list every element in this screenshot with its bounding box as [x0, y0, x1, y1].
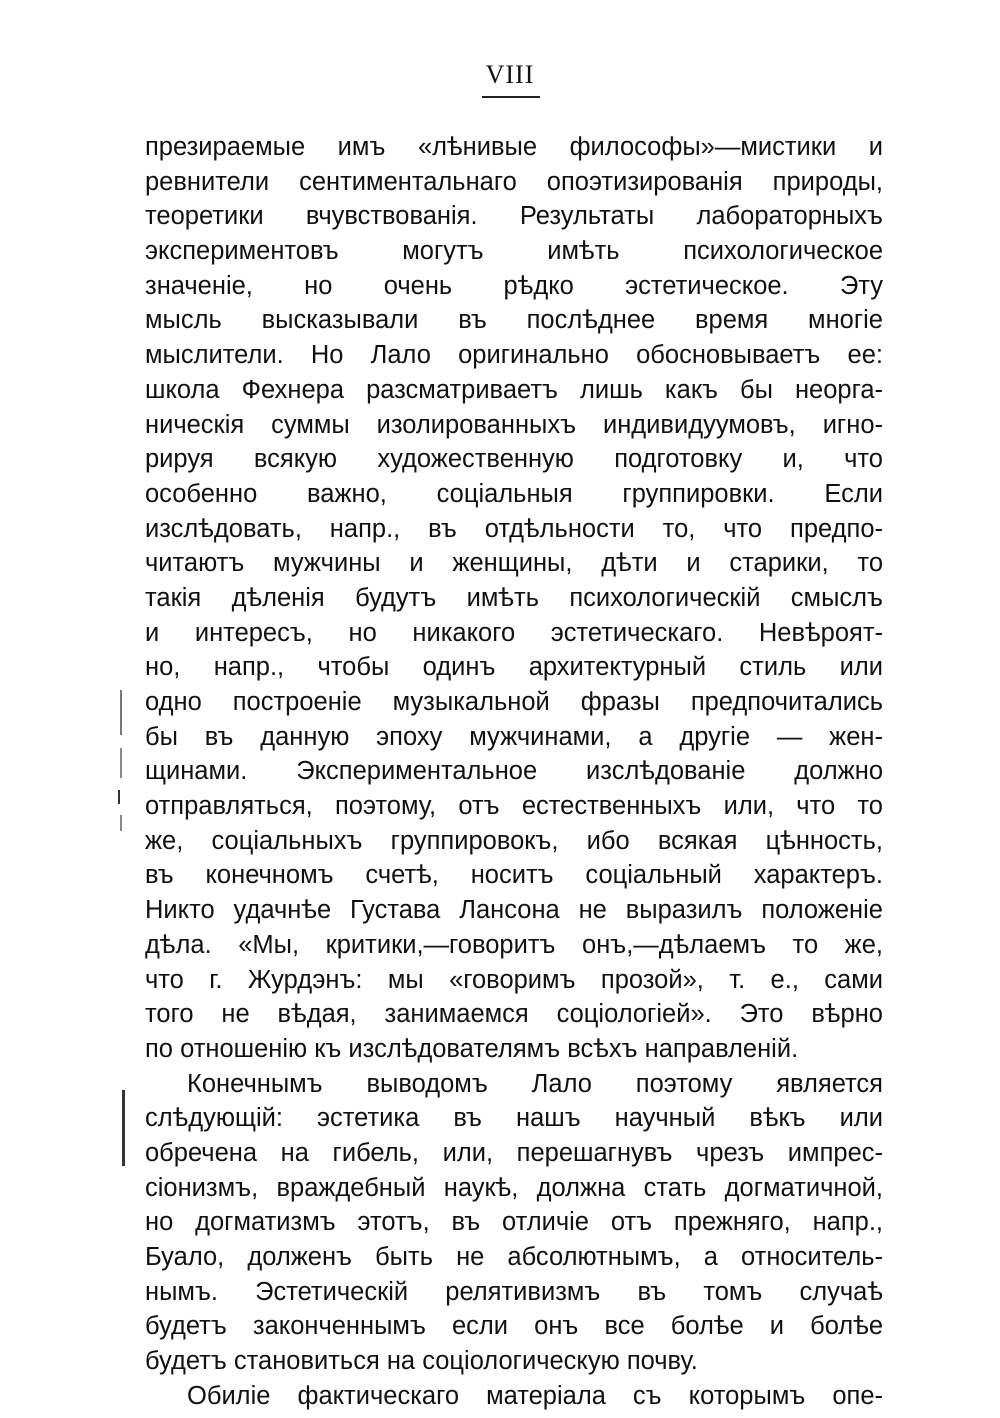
text-line: экспериментовъ могутъ имѣть психологическое [145, 237, 883, 266]
text-line: презираемые имъ «лѣнивые философы»—мистики и [145, 133, 883, 161]
text-line: теоретики вчувствованія. Результаты лабораторныхъ [145, 202, 883, 231]
page-number-rule [482, 96, 540, 98]
text-line: Буало, долженъ быть не абсолютнымъ, а относитель- [145, 1243, 883, 1271]
margin-pencil-line [122, 1090, 125, 1166]
text-line: дѣла. «Мы, критики,—говоритъ онъ,—дѣлаемъ то же, [145, 930, 883, 959]
text-line: слѣдующій: эстетика въ нашъ научный вѣкъ или [145, 1104, 883, 1133]
text-line: но, напр., чтобы одинъ архитектурный стиль или [145, 653, 883, 682]
margin-mark [120, 690, 122, 735]
text-line: въ конечномъ счетѣ, носитъ соціальный характеръ. [145, 861, 883, 890]
text-line: будетъ законченнымъ если онъ все болѣе и болѣе [145, 1312, 883, 1341]
text-line: нымъ. Эстетическій релятивизмъ въ томъ случаѣ [145, 1277, 883, 1306]
text-line: же, соціальныхъ группировокъ, ибо всякая цѣнность, [145, 826, 883, 855]
text-line: читаютъ мужчины и женщины, дѣти и старики, то [145, 549, 883, 578]
text-line: такія дѣленія будутъ имѣть психологическій смыслъ [145, 583, 883, 612]
text-line: рируя всякую художественную подготовку и, что [145, 445, 883, 474]
text-line: но догматизмъ этотъ, въ отличіе отъ прежняго, напр., [145, 1208, 883, 1237]
text-line: ническія суммы изолированныхъ индивидуумовъ, игно- [145, 410, 883, 439]
text-line: будетъ становиться на соціологическую почву. [145, 1347, 698, 1376]
text-line: мысль высказывали въ послѣднее время многіе [145, 306, 883, 335]
text-line: сіонизмъ, враждебный наукѣ, должна стать догматичной, [145, 1173, 883, 1202]
text-line: Обиліе фактическаго матеріала съ которымъ опе- [187, 1381, 883, 1410]
text-line: школа Фехнера разсматриваетъ лишь какъ бы неорга- [145, 375, 883, 404]
text-line: мыслители. Но Лало оригинально обосновываетъ ее: [145, 341, 883, 370]
margin-mark [120, 815, 122, 831]
text-line: того не вѣдая, занимаемся соціологіей». Это вѣрно [145, 1000, 883, 1029]
text-line: ревнители сентиментальнаго опоэтизированія природы, [145, 167, 883, 196]
text-line: что г. Журдэнъ: мы «говоримъ прозой», т. е., сами [145, 965, 883, 994]
body-text [145, 130, 883, 1413]
margin-mark [118, 790, 120, 804]
text-line: значеніе, но очень рѣдко эстетическое. Эту [145, 271, 883, 300]
text-line: отправляться, поэтому, отъ естественныхъ или, что то [145, 792, 883, 821]
text-line: изслѣдовать, напр., въ отдѣльности то, что предпо- [145, 514, 883, 543]
text-line: по отношенію къ изслѣдователямъ всѣхъ направленій. [145, 1034, 799, 1063]
text-line: щинами. Экспериментальное изслѣдованіе должно [145, 757, 883, 786]
page-number: VIII [485, 60, 535, 89]
text-line: бы въ данную эпоху мужчинами, а другіе — жен- [145, 722, 883, 751]
text-line: и интересъ, но никакого эстетическаго. Невѣроят- [145, 618, 883, 647]
text-line: обречена на гибель, или, перешагнувъ чрезъ импрес- [145, 1138, 883, 1167]
text-line: одно построеніе музыкальной фразы предпочитались [145, 688, 883, 716]
text-line: особенно важно, соціальныя группировки. Если [145, 479, 883, 508]
text-line: Никто удачнѣе Густава Лансона не выразилъ положеніе [145, 896, 883, 925]
margin-mark [120, 748, 122, 778]
text-line: Конечнымъ выводомъ Лало поэтому является [187, 1069, 883, 1098]
